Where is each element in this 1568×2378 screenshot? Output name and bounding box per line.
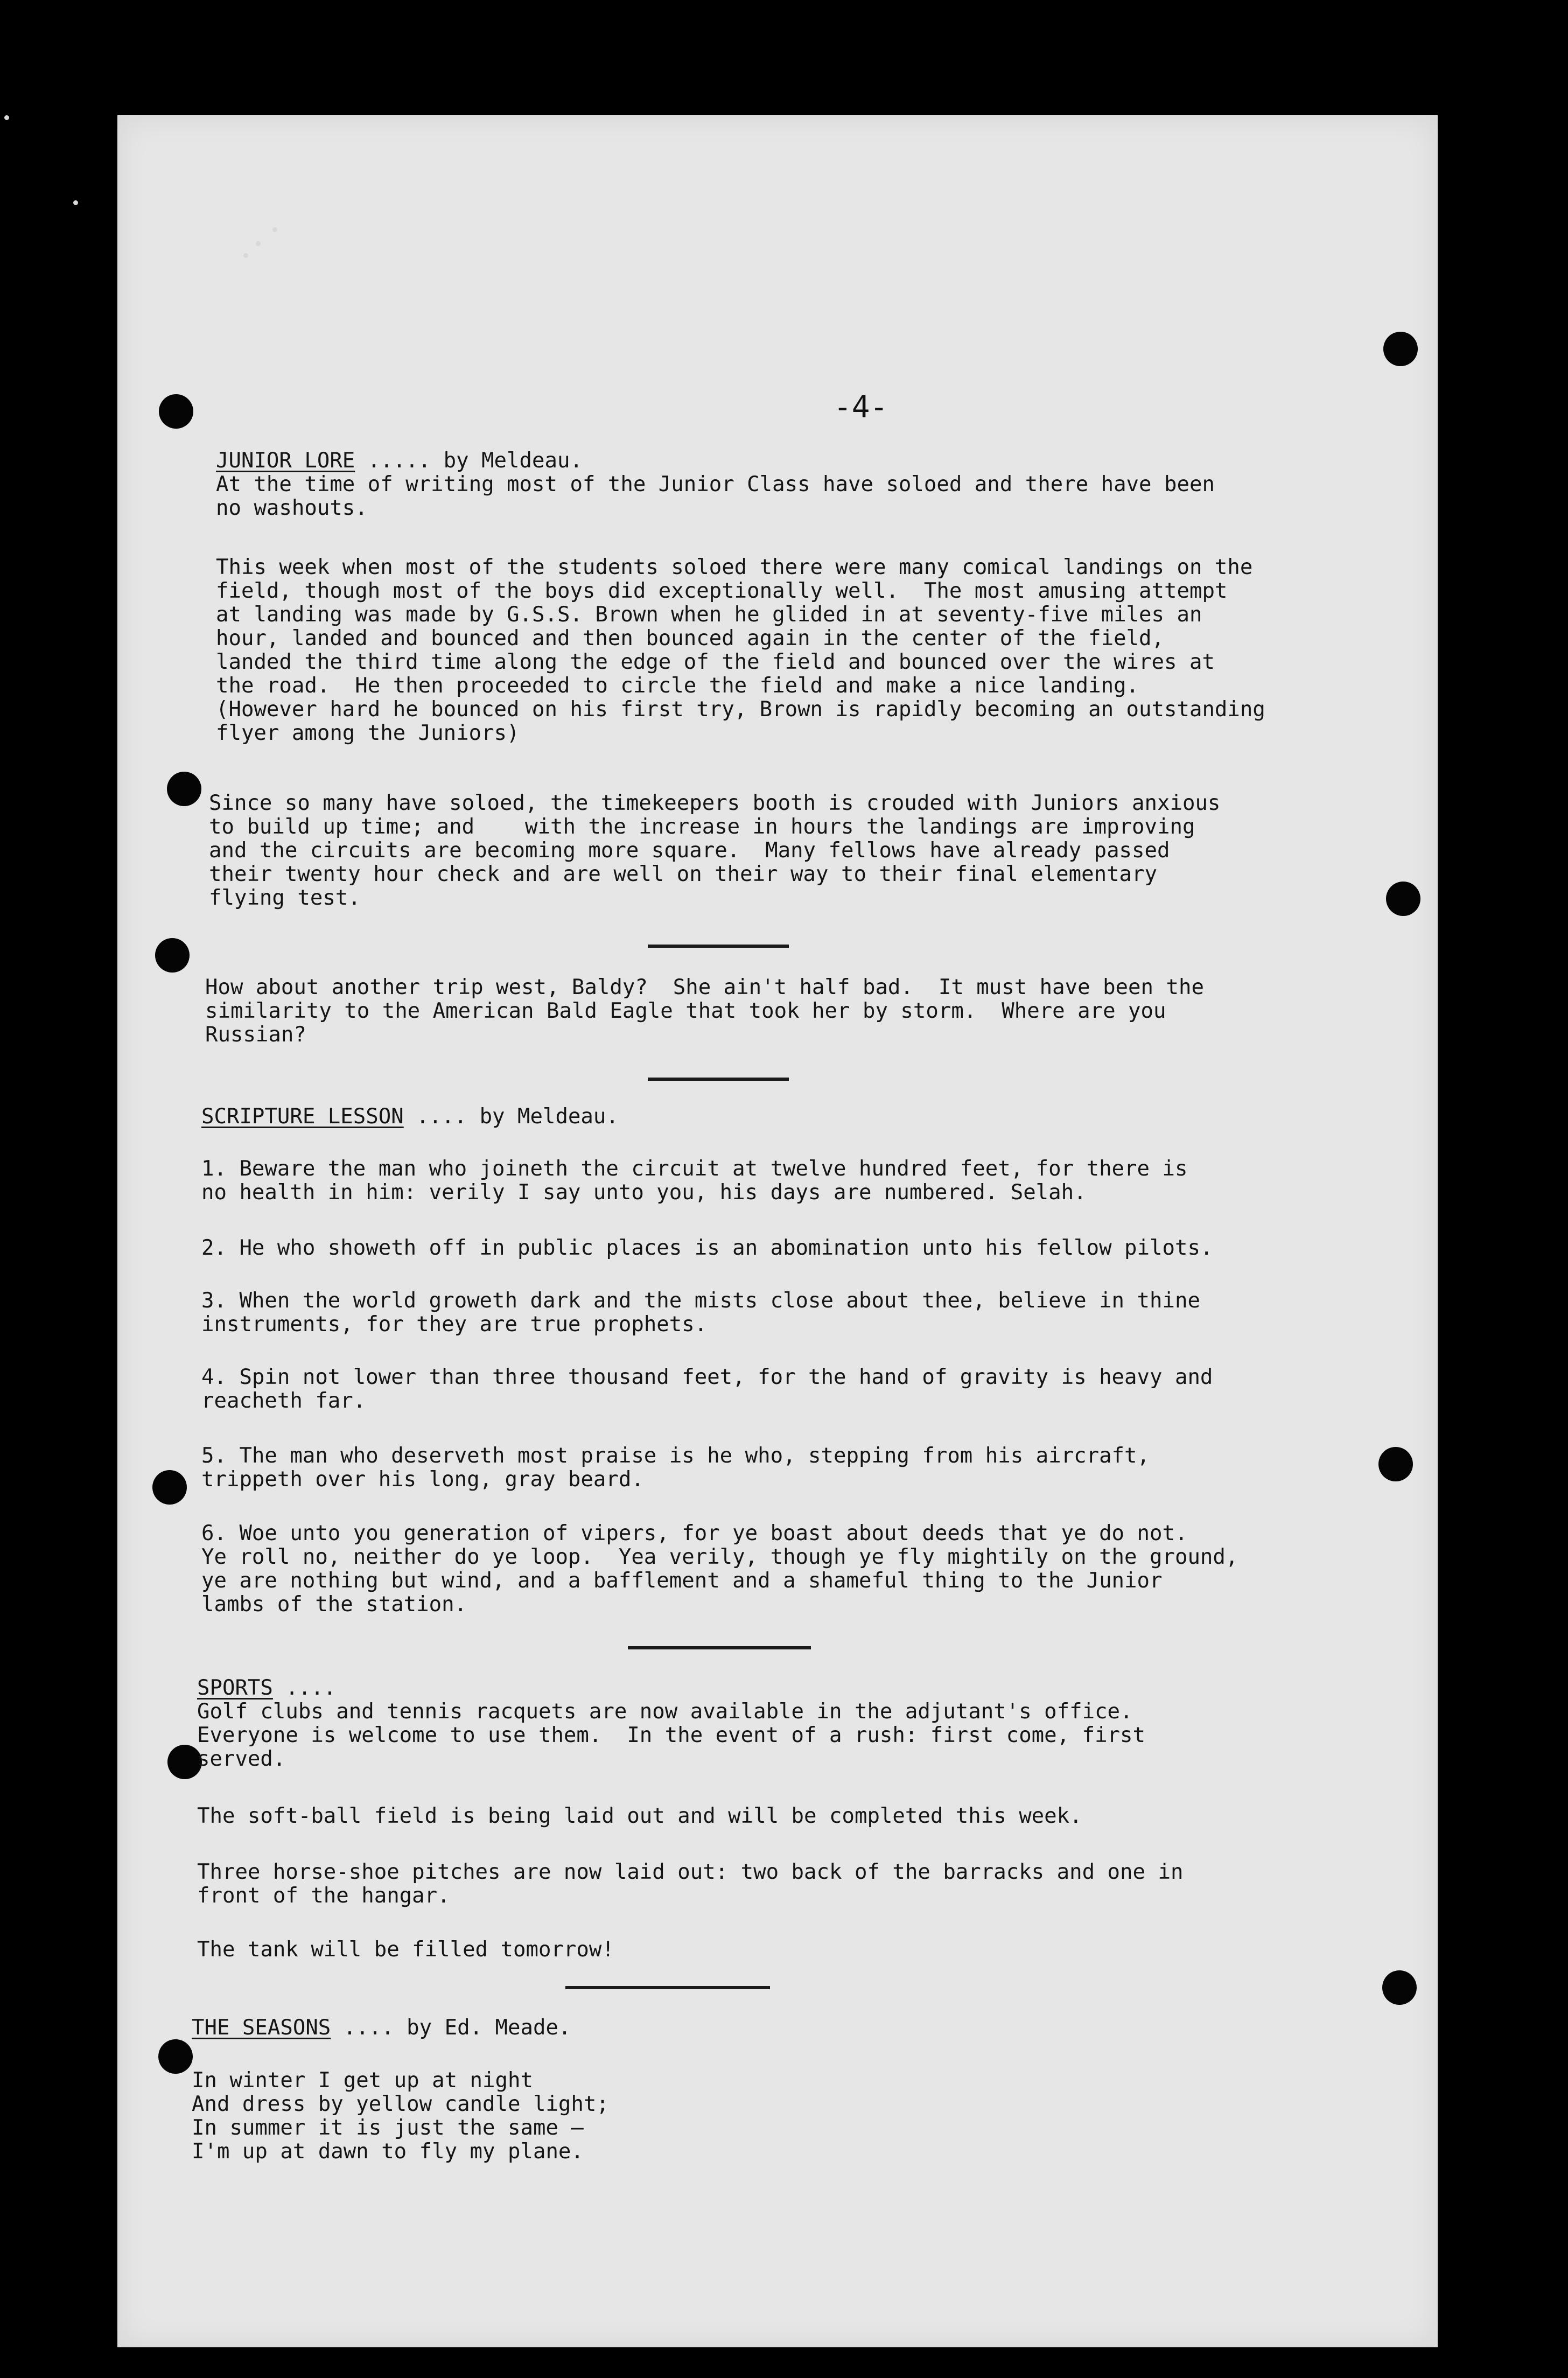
punch-hole bbox=[158, 2039, 193, 2074]
junior-lore-paragraph: Since so many have soloed, the timekeepers booth is crouded with Juniors anxious to build up time; and with the increase in hours the landings are improving and the circuits are becoming more square. Many fellows have already passed their twenty hour check and are well on their way to their final elementary flying test. bbox=[209, 791, 1221, 910]
page-number: -4- bbox=[834, 390, 888, 425]
scripture-item: 1. Beware the man who joineth the circuit at twelve hundred feet, for there is no health in him: verily I say unto you, his days are numbered. Selah. bbox=[201, 1157, 1188, 1205]
junior-lore-paragraph: This week when most of the students soloed there were many comical landings on the field, though most of the boys did exceptionally well. The most amusing attempt at landing was made by G.S.S. Brown when he glided in at seventy-five miles an hour, landed and bounced and then bounced again in the center of the field, landed the third time along the edge of the field and bounced over the wires at the road. He then proceeded to circle the field and make a nice landing. (However hard he bounced on his first try, Brown is rapidly becoming an outstanding flyer among the Juniors) bbox=[216, 555, 1265, 745]
junior-lore-heading-line bbox=[216, 449, 583, 473]
punch-hole bbox=[1378, 1447, 1413, 1481]
seasons-poem: In winter I get up at night And dress by yellow candle light; In summer it is just the same — I'm up at dawn to fly my plane. bbox=[192, 2068, 609, 2164]
sports-heading-line bbox=[197, 1676, 336, 1700]
punch-hole bbox=[152, 1470, 187, 1505]
junior-lore-byline: ..... by Meldeau. bbox=[355, 449, 583, 473]
punch-hole bbox=[159, 394, 193, 429]
seasons-heading: THE SEASONS bbox=[192, 2016, 331, 2040]
junior-lore-paragraph: At the time of writing most of the Junior Class have soloed and there have been no washouts. bbox=[216, 472, 1215, 520]
section-divider bbox=[628, 1646, 811, 1649]
punch-hole bbox=[1386, 882, 1420, 916]
punch-hole bbox=[1382, 1970, 1417, 2005]
baldy-note: How about another trip west, Baldy? She ain't half bad. It must have been the similarity to the American Bald Eagle that took her by storm. Where are you Russian? bbox=[205, 975, 1204, 1047]
scripture-item: 5. The man who deserveth most praise is he who, stepping from his aircraft, trippeth over his long, gray beard. bbox=[201, 1444, 1150, 1492]
seasons-heading-line bbox=[192, 2016, 571, 2040]
punch-hole bbox=[1383, 332, 1418, 366]
scripture-item: 4. Spin not lower than three thousand feet, for the hand of gravity is heavy and reacheth far. bbox=[201, 1365, 1213, 1413]
scripture-item: 6. Woe unto you generation of vipers, for ye boast about deeds that ye do not. Ye roll no, neither do ye loop. Yea verily, though ye fly mightily on the ground, ye are nothing but wind, and a bafflement and a shameful thing to the Junior lambs of the station. bbox=[201, 1521, 1238, 1617]
sports-paragraph: Golf clubs and tennis racquets are now available in the adjutant's office. Everyone is welcome to use them. In the event of a rush: first come, first served. bbox=[197, 1699, 1145, 1771]
scripture-item: 3. When the world groweth dark and the mists close about thee, believe in thine instruments, for they are true prophets. bbox=[201, 1289, 1200, 1337]
section-divider bbox=[648, 945, 789, 948]
sports-heading: SPORTS bbox=[197, 1676, 273, 1700]
scripture-item: 2. He who showeth off in public places is an abomination unto his fellow pilots. bbox=[201, 1236, 1213, 1260]
film-speck bbox=[272, 227, 277, 232]
film-speck bbox=[243, 253, 248, 258]
junior-lore-heading: JUNIOR LORE bbox=[216, 449, 355, 473]
document-page bbox=[117, 115, 1438, 2347]
film-speck bbox=[73, 200, 78, 205]
section-divider bbox=[565, 1986, 770, 1989]
punch-hole bbox=[155, 938, 190, 973]
film-speck bbox=[4, 115, 9, 120]
scripture-byline: .... by Meldeau. bbox=[403, 1104, 619, 1129]
scripture-heading-line bbox=[201, 1105, 619, 1129]
seasons-byline: .... by Ed. Meade. bbox=[331, 2016, 571, 2040]
sports-paragraph: The soft-ball field is being laid out and will be completed this week. bbox=[197, 1804, 1082, 1828]
sports-paragraph: The tank will be filled tomorrow! bbox=[197, 1938, 614, 1962]
film-speck bbox=[256, 241, 261, 246]
section-divider bbox=[648, 1078, 789, 1081]
sports-paragraph: Three horse-shoe pitches are now laid out: two back of the barracks and one in front of the hangar. bbox=[197, 1860, 1184, 1908]
punch-hole bbox=[167, 772, 201, 806]
sports-byline: .... bbox=[272, 1676, 337, 1700]
scripture-heading: SCRIPTURE LESSON bbox=[201, 1104, 404, 1129]
